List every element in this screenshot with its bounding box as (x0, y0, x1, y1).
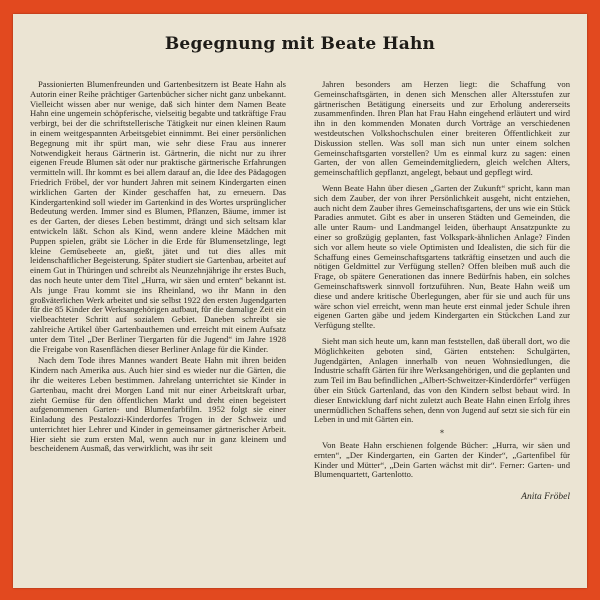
left-column (30, 80, 286, 502)
paragraph: Passionierten Blumenfreunden und Gartenbesitzern ist Beate Hahn als Autorin einer Reihe prächtiger Gartenbücher sicher nicht ganz unbekannt. Vielleicht wissen aber nur wenige, daß sich hinter dem Namen Beate Hahn eine ungemein schöpferische, vielseitig begabte und tatkräftige Frau verbirgt, bei der die schriftstellerische Tätigkeit nur einen kleinen Raum in einem weitgespannten Arbeitsgebiet einnimmt. Bei einer persönlichen Begegnung mit ihr spürt man, wie sehr diese Frau aus innerer Notwendigkeit heraus Gärtnerin ist. Gärtnerin, die nicht nur zu ihrer eigenen Freude Blumen sät oder nur praktische gärtnerische Erfahrungen vermitteln will. Ihr kommt es bei allem darauf an, die Idee des Pädagogen Friedrich Fröbel, der vor hundert Jahren mit seinem Kindergarten einen wirklichen Garten der Kinder geschaffen hat, zu erneuern. Das Kindergartenkind soll wieder im Gartenkind in des Wortes ursprünglicher Bedeutung werden. Immer sind es Blumen, Pflanzen, Bäume, immer ist es der Garten, der dieses Leben bestimmt, drängt und sich seltsam klar entwickeln läßt. Schon als Kind, wenn andere kleine Mädchen mit Puppen spielen, gräbt sie Löcher in die Erde für Blumensetzlinge, legt kleine Gemüsebeete an, gießt, jätet und tut dies alles mit leidenschaftlicher Begeisterung. Später studiert sie Gartenbau, arbeitet auf einem Gut in Thüringen und schreibt als Neunzehnjährige ihr erstes Buch, das noch heute unter dem Titel „Hurra, wir säen und ernten“ bekannt ist. Als junge Frau kommt sie ins Rheinland, wo ihr Mann in den großväterlichen Werk arbeitet und sie selbst 1922 den ersten Jugendgarten für die 85 Kinder der Werksangehörigen aufbaut, für die damalige Zeit ein vielbeachteter Schritt auf sozialem Gebiet. Daneben schreibt sie zahlreiche Artikel über Gartenbauthemen und erreicht mit einem Aufsatz unter dem Titel „Der Berliner Tiergarten für die Jugend“ im Jahre 1928 die Freigabe von Rasenflächen dieser Berliner Anlage für die Kinder. (30, 79, 286, 354)
book-list-footnote: Von Beate Hahn erschienen folgende Bücher: „Hurra, wir säen und ernten“, „Der Kindergarten, ein Garten der Kinder“, „Gartenfibel für Kinder und Mütter“, „Dein Garten wächst mit dir“. Ferner: Garten- und Blumenquartett, Gartenlotto. (314, 440, 570, 480)
article-title: Begegnung mit Beate Hahn (164, 34, 436, 54)
newspaper-clipping (13, 14, 587, 588)
paragraph: Nach dem Tode ihres Mannes wandert Beate Hahn mit ihren beiden Kindern nach Amerika aus. Auch hier sind es wieder nur die Gärten, die ihr die weiteres Leben bestimmen. Jahrelang unterrichtet sie Kinder in Gartenbau, macht drei Morgen Land mit nur einer Arbeitskraft urbar, zieht Gemüse für den öffentlichen Markt und dreht einen begeistert aufgenommenen Garten- und Blumenfarbfilm. 1952 folgt sie einer Einladung des Pestalozzi-Kinderdorfes Trogen in der Schweiz und unterrichtet hier Lehrer und Kinder in gemeinsamer gärtnerischer Arbeit. Hier sieht sie zum ersten Mal, wenn auch nur in ganz kleinem und bescheidenem Ausmaß, das verwirklicht, was ihr seit (30, 355, 286, 454)
right-column (314, 80, 570, 502)
paragraph: Sieht man sich heute um, kann man feststellen, daß überall dort, wo die Möglichkeiten geboten sind, Gärten entstehen: Schulgärten, Jugendgärten, Anlagen innerhalb von neuen Wohnsiedlungen, die Industrie schafft Gärten für ihre Werksangehörigen, und die geplanten und zum Teil im Bau befindlichen „Albert-Schweitzer-Kinderdörfer“ verfügen über ein Stück Gartenland, das von den Kindern selbst bebaut wird. In dieser Entwicklung darf nicht zuletzt auch Beate Hahn einen Erfolg ihres unermüdlichen Schaffens sehen, denn von Jugend auf setzt sie sich für ein Leben in und mit Gärten ein. (314, 335, 570, 425)
paragraph: Wenn Beate Hahn über diesen „Garten der Zukunft“ spricht, kann man sich dem Zauber, der von ihrer Persönlichkeit ausgeht, nicht entziehen, auch nicht dem Zauber ihres Gemeinschaftsgartens, der uns wie ein Stück Paradies anmutet. Gibt es aber in unseren Städten und Gemeinden, die alle unter Raum- und Landmangel leiden, überhaupt Ansatzpunkte zu einer so großzügig geplanten, fast Volkspark-ähnlichen Anlage? Finden sich vor allem heute so viele Optimisten und Idealisten, die sich für die Schaffung eines Gemeinschaftsgartens tatkräftig einsetzen und auch die nötigen Geldmittel zur Verfügung stellen? Offen bleiben muß auch die Frage, ob spätere Generationen das innere Bedürfnis haben, ein solches Gemeinschaftswerk sinnvoll fortzuführen. Nun, Beate Hahn weiß um diese und andere kritische Überlegungen, aber für sie und auch für uns wäre schon viel erreicht, wenn man heute erst einmal jeder Schule ihren eigenen Garten gäbe und jedem Kindergarten ein Stückchen Land zur Verfügung stellte. (314, 182, 570, 331)
author-signature: Anita Fröbel (521, 492, 570, 503)
article-body (30, 80, 570, 502)
paragraph: Jahren besonders am Herzen liegt: die Schaffung von Gemeinschaftsgärten, in denen sich Menschen aller Altersstufen zur gärtnerischen Betätigung einerseits und zur Erholung andererseits zusammenfinden. Ihren Plan hat Frau Hahn eingehend erläutert und wird ihn in den kommenden Monaten durch Vorträge an verschiedenen westdeutschen Volkshochschulen einer breiteren Öffentlichkeit zur Diskussion stellen. Was soll man sich nun unter einem solchen Gemeinschaftsgarten vorstellen? Um es einmal kurz zu sagen: einen Garten, der von allen Gemeindemitgliedern, gleich welchen Alters, gemeinschaftlich gepflanzt, angelegt, bebaut und gepflegt wird. (314, 79, 570, 178)
section-separator: * (440, 429, 444, 439)
